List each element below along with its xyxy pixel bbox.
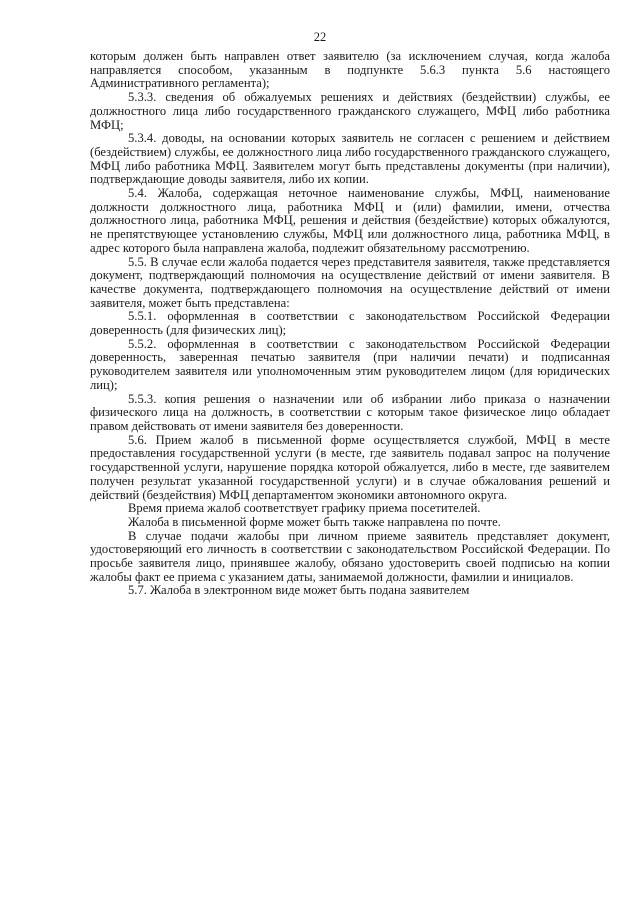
paragraph-personal-reception: В случае подачи жалобы при личном приеме заявитель представляет документ, удостоверяющий его личность в соответствии с законодательством Российской Федерации. По просьбе заявителя лицо, принявшее жалобу, обязано удостоверить своей подписью на копии жалобы факт ее приема с указанием даты, занимаемой должности, фамилии и инициалов. xyxy=(90,528,610,584)
paragraph-reception-time: Время приема жалоб соответствует графику приема посетителей. xyxy=(128,501,481,516)
paragraph-5-7: 5.7. Жалоба в электронном виде может быть подана заявителем xyxy=(128,583,470,598)
paragraph-5-3-3: 5.3.3. сведения об обжалуемых решениях и действиях (бездействии) службы, ее должностного лица либо государственного гражданского служащего, МФЦ либо работника МФЦ; xyxy=(90,90,610,132)
paragraph-5-6: 5.6. Прием жалоб в письменной форме осуществляется службой, МФЦ в месте предоставления государственной услуги (в месте, где заявитель подавал запрос на получение государственной услуги, нарушение порядка которой обжалуется, либо в месте, где заявителем получен результат указанной государственной услуги) и в случае обжалования решений и действий (бездействия) МФЦ департаментом экономики автономного округа. xyxy=(90,432,610,502)
paragraph-5-5-2: 5.5.2. оформленная в соответствии с законодательством Российской Федерации доверенность, заверенная печатью заявителя (при наличии печати) и подписанная руководителем заявителя или уполномоченным этим руководителем лицом (для юридических лиц); xyxy=(90,336,610,392)
page-number: 22 xyxy=(313,30,327,44)
paragraph-continuation: которым должен быть направлен ответ заявителю (за исключением случая, когда жалоба направляется способом, указанным в подпункте 5.6.3 пункта 5.6 настоящего Административного регламента); xyxy=(90,49,610,91)
document-body xyxy=(90,50,610,598)
paragraph-5-5-3: 5.5.3. копия решения о назначении или об избрании либо приказа о назначении физического лица на должность, в соответствии с которым такое физическое лицо обладает правом действовать от имени заявителя без доверенности. xyxy=(90,391,610,433)
paragraph-mail-submission: Жалоба в письменной форме может быть также направлена по почте. xyxy=(128,514,501,529)
paragraph-5-5-1: 5.5.1. оформленная в соответствии с законодательством Российской Федерации доверенность (для физических лиц); xyxy=(90,309,610,338)
paragraph-5-4: 5.4. Жалоба, содержащая неточное наименование службы, МФЦ, наименование должности должностного лица, работника МФЦ и (или) фамилии, имени, отчества должностного лица, работника МФЦ, решения и действия (бездействие) которых обжалуются, не препятствующее установлению службы, МФЦ или должностного лица, работника МФЦ, в адрес которого была направлена жалоба, подлежит обязательному рассмотрению. xyxy=(90,186,610,255)
paragraph-5-3-4: 5.3.4. доводы, на основании которых заявитель не согласен с решением и действием (бездействием) службы, ее должностного лица либо государственного гражданского служащего, МФЦ либо работника МФЦ. Заявителем могут быть представлены документы (при наличии), подтверждающие доводы заявителя, либо их копии. xyxy=(90,131,610,187)
paragraph-5-5: 5.5. В случае если жалоба подается через представителя заявителя, также представляется документ, подтверждающий полномочия на осуществление действий от имени заявителя. В качестве документа, подтверждающего полномочия на осуществление действий от имени заявителя, может быть представлена: xyxy=(90,254,610,310)
